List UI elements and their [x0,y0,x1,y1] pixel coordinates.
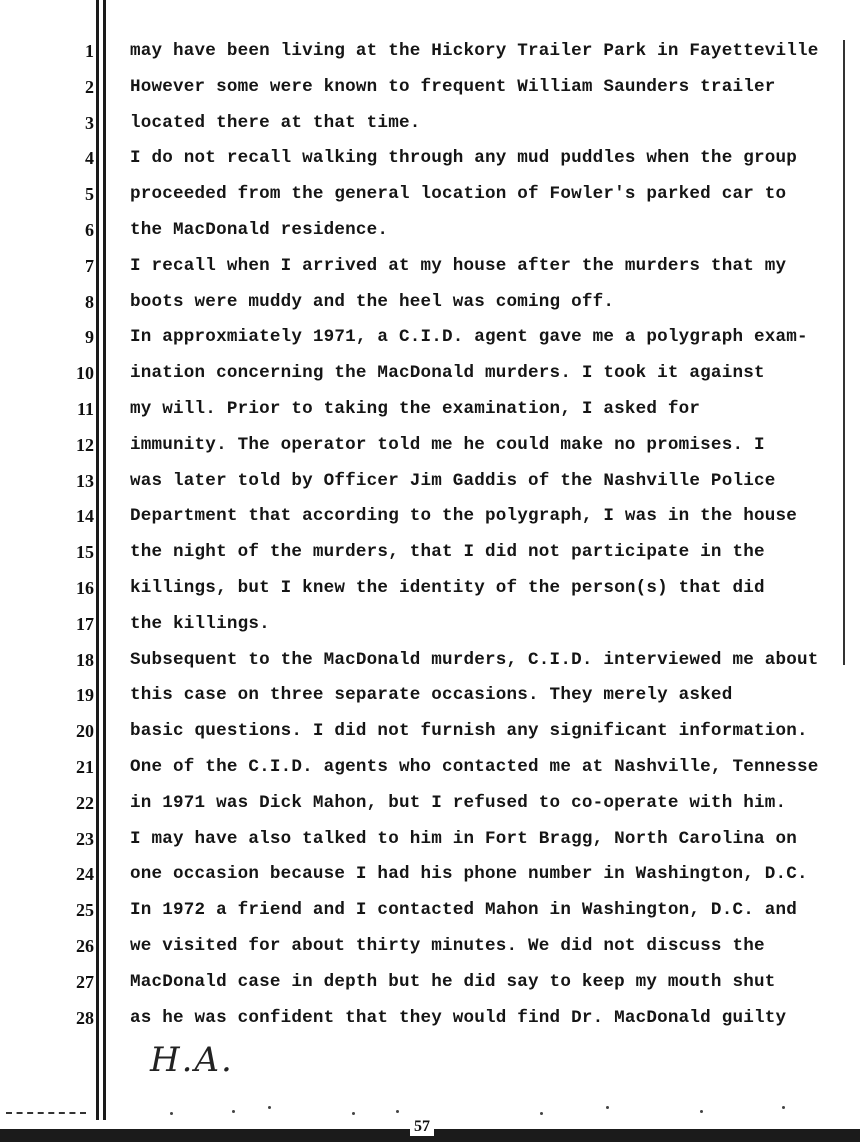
text-line: One of the C.I.D. agents who contacted me at Nashville, Tennesse [130,756,819,777]
line-number: 4 [85,148,94,169]
text-line: proceeded from the general location of Fowler's parked car to [130,184,787,205]
text-line: we visited for about thirty minutes. We did not discuss the [130,935,765,956]
right-margin-rule [843,40,845,665]
line-number: 26 [76,935,94,956]
line-number: 3 [85,112,94,133]
line-number: 13 [76,470,94,491]
line-number: 16 [76,577,94,598]
text-line: this case on three separate occasions. They merely asked [130,685,733,706]
scan-speck [700,1110,703,1113]
line-number: 28 [76,1007,94,1028]
text-line: in 1971 was Dick Mahon, but I refused to co-operate with him. [130,792,787,813]
scan-speck [396,1110,399,1113]
line-number: 17 [76,613,94,634]
line-number: 18 [76,649,94,670]
text-line: as he was confident that they would find Dr. MacDonald guilty [130,1007,787,1028]
line-number-column [60,34,94,1036]
line-number: 20 [76,721,94,742]
text-line: I do not recall walking through any mud puddles when the group [130,148,797,169]
scan-speck [170,1112,173,1115]
text-line: I recall when I arrived at my house after the murders that my [130,255,787,276]
text-line: located there at that time. [130,112,421,133]
scan-speck [782,1106,785,1109]
line-number: 21 [76,756,94,777]
text-line: However some were known to frequent William Saunders trailer [130,76,776,97]
line-number: 27 [76,971,94,992]
line-number: 23 [76,828,94,849]
text-line: ination concerning the MacDonald murders. I took it against [130,363,765,384]
text-line: was later told by Officer Jim Gaddis of the Nashville Police [130,470,776,491]
line-number: 15 [76,542,94,563]
text-line: basic questions. I did not furnish any significant information. [130,721,808,742]
line-number: 7 [85,255,94,276]
text-line: I may have also talked to him in Fort Bragg, North Carolina on [130,828,797,849]
line-number: 6 [85,219,94,240]
margin-rule-inner [103,0,106,1120]
text-line: immunity. The operator told me he could make no promises. I [130,434,765,455]
text-line: killings, but I knew the identity of the person(s) that did [130,577,765,598]
scan-speck [606,1106,609,1109]
page-number: 57 [410,1118,434,1136]
text-line: In 1972 a friend and I contacted Mahon in Washington, D.C. and [130,900,797,921]
line-number: 24 [76,864,94,885]
line-number: 1 [85,41,94,61]
text-line: Department that according to the polygraph, I was in the house [130,506,797,527]
line-number: 12 [76,434,94,455]
line-number: 8 [85,291,94,312]
line-number: 11 [76,398,94,419]
scan-speck [540,1112,543,1115]
line-number: 14 [76,506,94,527]
scan-speck [268,1106,271,1109]
text-line: Subsequent to the MacDonald murders, C.I.D. interviewed me about [130,649,819,670]
text-line: the MacDonald residence. [130,219,389,240]
scan-speck [232,1110,235,1113]
line-number: 2 [85,76,94,97]
line-number: 25 [76,900,94,921]
text-line: my will. Prior to taking the examination, I asked for [130,398,701,419]
text-line: the night of the murders, that I did not participate in the [130,542,765,563]
scan-artifact-dash [6,1112,86,1116]
text-line: the killings. [130,613,270,634]
text-line: boots were muddy and the heel was coming off. [130,291,615,312]
scan-speck [352,1112,355,1115]
handwritten-initials: H.A. [150,1040,234,1080]
line-number: 10 [76,363,94,384]
margin-rule-outer [96,0,99,1120]
statement-text [130,34,842,1036]
line-number: 22 [76,792,94,813]
text-line: In approxmiately 1971, a C.I.D. agent gave me a polygraph exam- [130,327,808,348]
text-line: may have been living at the Hickory Trailer Park in Fayetteville [130,41,819,61]
line-number: 5 [85,184,94,205]
line-number: 19 [76,685,94,706]
line-number: 9 [85,327,94,348]
text-line: one occasion because I had his phone number in Washington, D.C. [130,864,808,885]
text-line: MacDonald case in depth but he did say to keep my mouth shut [130,971,776,992]
